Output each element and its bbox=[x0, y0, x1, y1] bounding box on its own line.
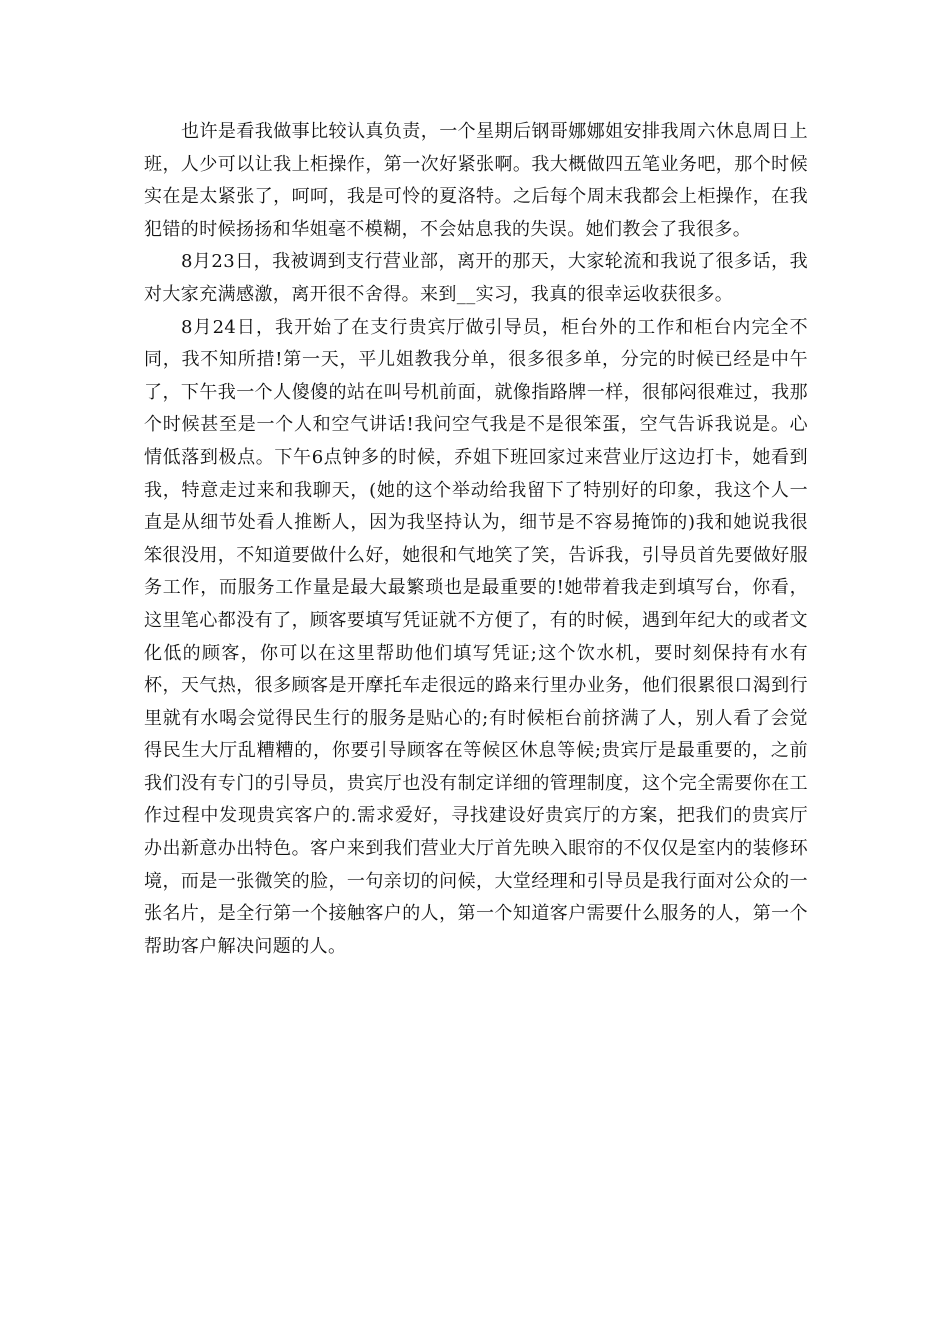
paragraph-1: 也许是看我做事比较认真负责，一个星期后钢哥娜娜姐安排我周六休息周日上班，人少可以让我上柜操作，第一次好紧张啊。我大概做四五笔业务吧，那个时候实在是太紧张了，呵呵，我是可怜的夏洛特。之后每个周末我都会上柜操作，在我犯错的时候扬扬和华姐毫不模糊，不会姑息我的失误。她们教会了我很多。 bbox=[144, 121, 808, 240]
paragraph-3: 8月24日，我开始了在支行贵宾厅做引导员，柜台外的工作和柜台内完全不同，我不知所措!第一天，平儿姐教我分单，很多很多单，分完的时候已经是中午了，下午我一个人傻傻的站在叫号机前面，就像指路牌一样，很郁闷很难过，我那个时候甚至是一个人和空气讲话!我问空气我是不是很笨蛋，空气告诉我说是。心情低落到极点。下午6点钟多的时候，乔姐下班回家过来营业厅这边打卡，她看到我，特意走过来和我聊天，(她的这个举动给我留下了特别好的印象，我这个人一直是从细节处看人推断人，因为我坚持认为，细节是不容易掩饰的)我和她说我很笨很没用，不知道要做什么好，她很和气地笑了笑，告诉我，引导员首先要做好服务工作，而服务工作量是最大最繁琐也是最重要的!她带着我走到填写台，你看，这里笔心都没有了，顾客要填写凭证就不方便了，有的时候，遇到年纪大的或者文化低的顾客，你可以在这里帮助他们填写凭证;这个饮水机，要时刻保持有水有杯，天气热，很多顾客是开摩托车走很远的路来行里办业务，他们很累很口渴到行里就有水喝会觉得民生行的服务是贴心的;有时候柜台前挤满了人，别人看了会觉得民生大厅乱糟糟的，你要引导顾客在等候区休息等候;贵宾厅是最重要的，之前我们没有专门的引导员，贵宾厅也没有制定详细的管理制度，这个完全需要你在工作过程中发现贵宾客户的.需求爱好，寻找建设好贵宾厅的方案，把我们的贵宾厅办出新意办出特色。客户来到我们营业大厅首先映入眼帘的不仅仅是室内的装修环境，而是一张微笑的脸，一句亲切的问候，大堂经理和引导员是我行面对公众的一张名片，是全行第一个接触客户的人，第一个知道客户需要什么服务的人，第一个帮助客户解决问题的人。 bbox=[144, 316, 808, 957]
document-page bbox=[144, 116, 808, 963]
paragraph-2: 8月23日，我被调到支行营业部，离开的那天，大家轮流和我说了很多话，我对大家充满感激，离开很不舍得。来到__实习，我真的很幸运收获很多。 bbox=[144, 251, 808, 305]
